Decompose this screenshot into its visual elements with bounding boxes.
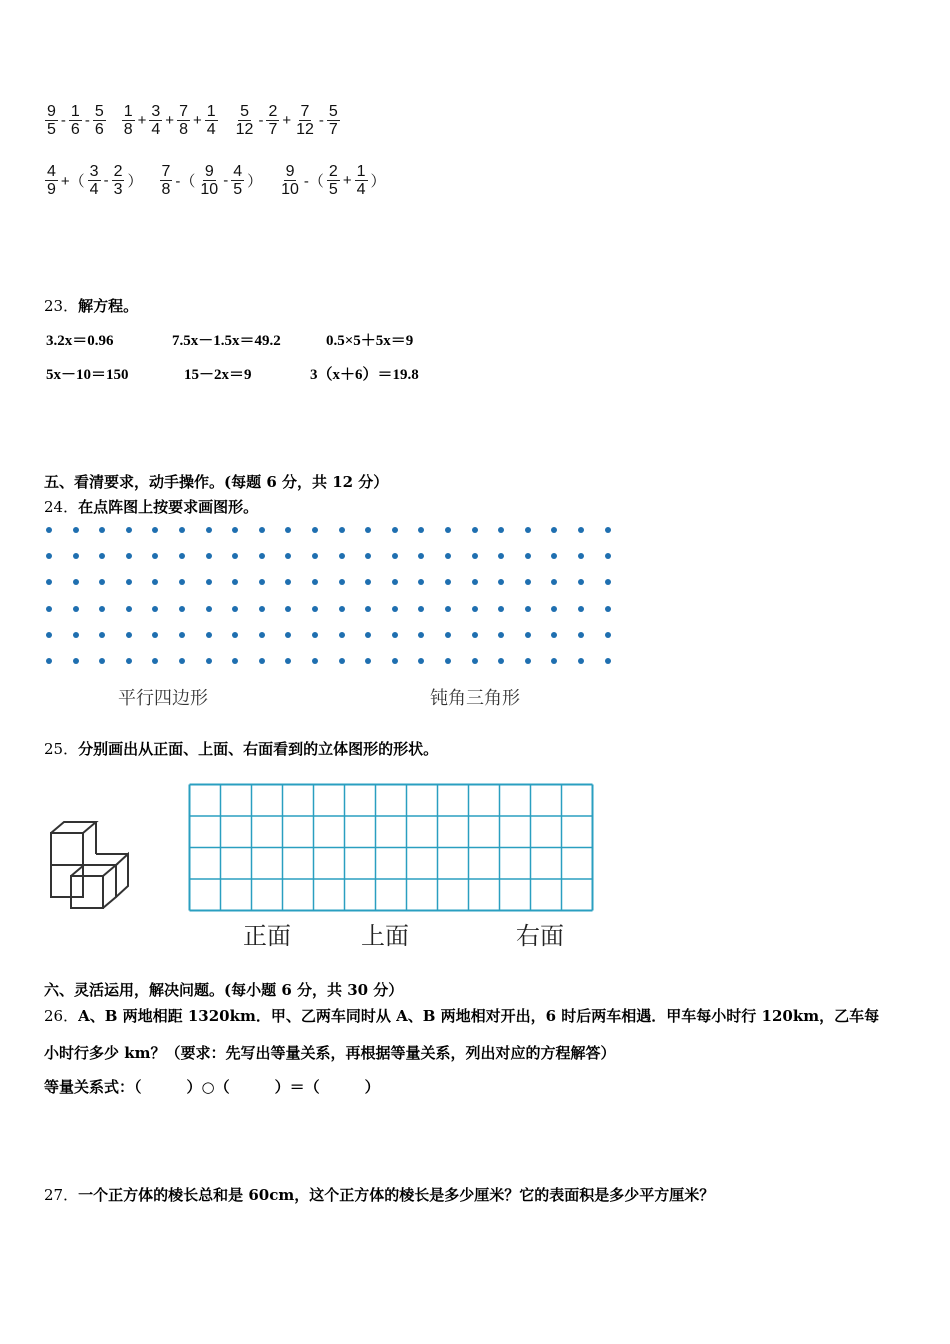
fraction-expression xyxy=(44,163,145,198)
q23-title: 解方程。 xyxy=(78,297,139,315)
grid-dot[interactable] xyxy=(232,632,238,638)
q23-eq-4: 5x－10＝150 xyxy=(46,367,129,383)
fraction xyxy=(88,163,101,198)
q27-number: 27． xyxy=(44,1186,79,1204)
denominator: 3 xyxy=(113,180,123,198)
grid-dot[interactable] xyxy=(578,553,584,559)
operator: + xyxy=(342,171,352,189)
grid-dot[interactable] xyxy=(312,606,318,612)
q27-text: 一个正方体的棱长总和是 60cm，这个正方体的棱长是多少厘米？它的表面积是多少平方厘米？ xyxy=(78,1186,715,1204)
operator: -（ xyxy=(175,172,196,190)
q23-eq-3: 0.5×5＋5x＝9 xyxy=(326,333,414,349)
grid-dot[interactable] xyxy=(285,579,291,585)
grid-dot[interactable] xyxy=(472,632,478,638)
grid-dot[interactable] xyxy=(525,579,531,585)
denominator: 8 xyxy=(161,180,171,198)
denominator: 9 xyxy=(47,180,56,198)
operator: +（ xyxy=(60,172,85,190)
grid-dot[interactable] xyxy=(578,606,584,612)
grid-dot[interactable] xyxy=(126,579,132,585)
operator: - xyxy=(103,171,109,189)
operator: ） xyxy=(247,172,263,190)
grid-dot[interactable] xyxy=(46,632,52,638)
numerator: 3 xyxy=(151,102,161,120)
grid-dot[interactable] xyxy=(46,527,52,533)
grid-dot[interactable] xyxy=(418,632,424,638)
grid-dot[interactable] xyxy=(285,527,291,533)
cube-top-front xyxy=(51,833,83,865)
fraction xyxy=(231,163,244,198)
grid-dot[interactable] xyxy=(418,553,424,559)
q26-text-line1: A、B 两地相距 1320km．甲、乙两车同时从 A、B 两地相对开出，6 时后两车相遇．甲车每小时行 120km，乙车每 xyxy=(78,1007,880,1025)
grid-dot[interactable] xyxy=(339,579,345,585)
grid-dot[interactable] xyxy=(99,579,105,585)
operator: + xyxy=(192,111,202,129)
operator: - xyxy=(318,111,324,129)
denominator: 4 xyxy=(151,120,161,138)
grid-dot[interactable] xyxy=(152,527,158,533)
denominator: 8 xyxy=(179,120,188,138)
grid-dot[interactable] xyxy=(551,658,557,664)
grid-dot[interactable] xyxy=(179,527,185,533)
denominator: 4 xyxy=(356,180,366,198)
grid-dot[interactable] xyxy=(365,579,371,585)
grid-dot[interactable] xyxy=(605,632,611,638)
fraction xyxy=(327,163,340,198)
fraction xyxy=(198,163,220,198)
grid-dot[interactable] xyxy=(206,658,212,664)
q23-eq-6: 3（x＋6）＝19.8 xyxy=(310,367,419,383)
grid-dot[interactable] xyxy=(46,658,52,664)
numerator: 1 xyxy=(206,102,216,120)
fraction xyxy=(45,103,58,138)
grid-dot[interactable] xyxy=(99,606,105,612)
numerator: 3 xyxy=(89,162,99,180)
grid-dot[interactable] xyxy=(551,527,557,533)
grid-dot[interactable] xyxy=(445,579,451,585)
grid-dot[interactable] xyxy=(99,632,105,638)
numerator: 5 xyxy=(94,102,104,120)
fraction-expression xyxy=(233,103,341,138)
grid-dot[interactable] xyxy=(472,606,478,612)
grid-dot[interactable] xyxy=(418,527,424,533)
grid-dot[interactable] xyxy=(392,553,398,559)
grid-dot[interactable] xyxy=(312,553,318,559)
grid-dot[interactable] xyxy=(498,632,504,638)
q26-relation: 等量关系式：（ ）○（ ）＝（ ） xyxy=(44,1078,380,1096)
denominator: 12 xyxy=(235,120,254,138)
grid-dot[interactable] xyxy=(578,658,584,664)
denominator: 7 xyxy=(328,120,338,138)
grid-dot[interactable] xyxy=(339,606,345,612)
grid-dot[interactable] xyxy=(152,658,158,664)
operator: - xyxy=(223,171,229,189)
grid-dot[interactable] xyxy=(525,658,531,664)
grid-dot[interactable] xyxy=(339,658,345,664)
denominator: 5 xyxy=(233,180,243,198)
grid-dot[interactable] xyxy=(418,579,424,585)
fraction xyxy=(266,103,279,138)
fraction xyxy=(122,103,135,138)
grid-dot[interactable] xyxy=(605,553,611,559)
fraction-row-1 xyxy=(44,98,341,142)
fraction xyxy=(149,103,162,138)
view-label-front: 正面 xyxy=(243,922,291,950)
label-parallelogram: 平行四边形 xyxy=(118,688,208,709)
grid-dot[interactable] xyxy=(578,632,584,638)
grid-dot[interactable] xyxy=(392,658,398,664)
fraction xyxy=(294,103,316,138)
grid-dot[interactable] xyxy=(498,527,504,533)
grid-dot[interactable] xyxy=(498,658,504,664)
grid-dot[interactable] xyxy=(99,658,105,664)
numerator: 9 xyxy=(285,162,295,180)
fraction xyxy=(160,163,173,198)
fraction-expression xyxy=(121,103,219,138)
numerator: 1 xyxy=(356,162,366,180)
denominator: 6 xyxy=(70,120,80,138)
operator: + xyxy=(165,111,175,129)
grid-dot[interactable] xyxy=(152,606,158,612)
numerator: 2 xyxy=(268,102,278,120)
grid-dot[interactable] xyxy=(525,632,531,638)
grid-dot[interactable] xyxy=(551,553,557,559)
grid-dot[interactable] xyxy=(179,606,185,612)
grid-dot[interactable] xyxy=(365,658,371,664)
grid-dot[interactable] xyxy=(259,579,265,585)
operator: - xyxy=(84,111,90,129)
grid-dot[interactable] xyxy=(206,579,212,585)
grid-dot[interactable] xyxy=(365,553,371,559)
grid-dot[interactable] xyxy=(472,527,478,533)
grid-dot[interactable] xyxy=(605,579,611,585)
grid-dot[interactable] xyxy=(605,658,611,664)
grid-dot[interactable] xyxy=(525,553,531,559)
grid-dot[interactable] xyxy=(472,579,478,585)
grid-dot[interactable] xyxy=(259,632,265,638)
grid-dot[interactable] xyxy=(232,527,238,533)
numerator: 9 xyxy=(204,162,214,180)
cube-right-front xyxy=(71,876,103,908)
grid-dot[interactable] xyxy=(445,553,451,559)
numerator: 7 xyxy=(161,162,171,180)
operator: ） xyxy=(127,172,143,190)
q25-heading xyxy=(44,738,438,759)
fraction xyxy=(93,103,106,138)
grid-dot[interactable] xyxy=(73,553,79,559)
grid-dot[interactable] xyxy=(206,632,212,638)
numerator: 5 xyxy=(240,102,249,120)
grid-dot[interactable] xyxy=(232,579,238,585)
grid-dot[interactable] xyxy=(472,553,478,559)
q26-text-line2: 小时行多少 km？（要求：先写出等量关系，再根据等量关系，列出对应的方程解答） xyxy=(44,1044,616,1062)
grid-dot[interactable] xyxy=(73,632,79,638)
fraction-expression xyxy=(278,163,387,198)
grid-dot[interactable] xyxy=(392,606,398,612)
grid-dot[interactable] xyxy=(179,658,185,664)
grid-dot[interactable] xyxy=(605,606,611,612)
q23-eq-5: 15－2x＝9 xyxy=(184,367,252,383)
grid-dot[interactable] xyxy=(232,553,238,559)
q23-number: 23． xyxy=(44,297,79,315)
fraction xyxy=(112,163,125,198)
grid-dot[interactable] xyxy=(46,553,52,559)
grid-dot[interactable] xyxy=(285,658,291,664)
grid-dot[interactable] xyxy=(232,658,238,664)
grid-dot[interactable] xyxy=(99,553,105,559)
grid-dot[interactable] xyxy=(312,527,318,533)
grid-dot[interactable] xyxy=(46,606,52,612)
denominator: 12 xyxy=(296,120,314,138)
numerator: 5 xyxy=(328,102,338,120)
grid-dot[interactable] xyxy=(418,606,424,612)
grid-dot[interactable] xyxy=(73,579,79,585)
grid-dot[interactable] xyxy=(152,632,158,638)
grid-dot[interactable] xyxy=(392,527,398,533)
fraction-row-2 xyxy=(44,158,388,202)
operator: ） xyxy=(370,172,386,190)
view-label-top: 上面 xyxy=(361,922,409,950)
grid-dot[interactable] xyxy=(498,553,504,559)
view-drawing-grid[interactable] xyxy=(188,783,594,913)
operator: + xyxy=(282,111,292,129)
q24-title: 在点阵图上按要求画图形。 xyxy=(78,498,259,516)
grid-dot[interactable] xyxy=(179,553,185,559)
section5-title: 五、看清要求，动手操作。(每题 6 分，共 12 分） xyxy=(44,473,389,491)
grid-dot[interactable] xyxy=(392,632,398,638)
denominator: 10 xyxy=(281,180,299,198)
operator: -（ xyxy=(303,172,324,190)
grid-dot[interactable] xyxy=(152,553,158,559)
grid-dot[interactable] xyxy=(73,658,79,664)
grid-dot[interactable] xyxy=(73,606,79,612)
operator: - xyxy=(258,111,264,129)
numerator: 2 xyxy=(113,162,123,180)
grid-dot[interactable] xyxy=(339,553,345,559)
q26-line1 xyxy=(44,1005,879,1026)
grid-dot[interactable] xyxy=(551,579,557,585)
fraction xyxy=(177,103,190,138)
numerator: 4 xyxy=(47,162,56,180)
grid-dot[interactable] xyxy=(498,579,504,585)
q23-eq-1: 3.2x＝0.96 xyxy=(46,333,114,349)
operator: + xyxy=(137,111,147,129)
grid-dot[interactable] xyxy=(551,606,557,612)
grid-dot[interactable] xyxy=(206,553,212,559)
grid-dot[interactable] xyxy=(99,527,105,533)
q24-heading xyxy=(44,496,258,517)
numerator: 1 xyxy=(70,102,80,120)
denominator: 4 xyxy=(89,180,99,198)
grid-dot[interactable] xyxy=(206,527,212,533)
fraction xyxy=(327,103,340,138)
grid-dot[interactable] xyxy=(445,527,451,533)
grid-dot[interactable] xyxy=(365,632,371,638)
denominator: 4 xyxy=(206,120,216,138)
grid-dot[interactable] xyxy=(285,606,291,612)
fraction xyxy=(45,163,58,198)
grid-dot[interactable] xyxy=(578,527,584,533)
grid-dot[interactable] xyxy=(126,606,132,612)
grid-dot[interactable] xyxy=(206,606,212,612)
grid-dot[interactable] xyxy=(365,527,371,533)
numerator: 4 xyxy=(233,162,243,180)
fraction xyxy=(355,163,368,198)
grid-dot[interactable] xyxy=(259,527,265,533)
q23-heading xyxy=(44,295,138,316)
denominator: 6 xyxy=(94,120,104,138)
grid-dot[interactable] xyxy=(525,606,531,612)
q23-eq-2: 7.5x－1.5x＝49.2 xyxy=(172,333,281,349)
grid-dot[interactable] xyxy=(525,527,531,533)
grid-dot[interactable] xyxy=(126,632,132,638)
grid-dot[interactable] xyxy=(232,606,238,612)
q25-title: 分别画出从正面、上面、右面看到的立体图形的形状。 xyxy=(78,740,439,758)
q25-number: 25． xyxy=(44,740,79,758)
section6-title: 六、灵活运用，解决问题。(每小题 6 分，共 30 分） xyxy=(44,981,404,999)
grid-dot[interactable] xyxy=(285,632,291,638)
grid-dot[interactable] xyxy=(312,632,318,638)
grid-dot[interactable] xyxy=(73,527,79,533)
numerator: 1 xyxy=(123,102,133,120)
q24-number: 24． xyxy=(44,498,79,516)
grid-dot[interactable] xyxy=(259,553,265,559)
numerator: 9 xyxy=(47,102,56,120)
grid-dot[interactable] xyxy=(126,527,132,533)
grid-dot[interactable] xyxy=(472,658,478,664)
q27-heading xyxy=(44,1184,714,1205)
grid-dot[interactable] xyxy=(445,606,451,612)
grid-dot[interactable] xyxy=(259,606,265,612)
view-label-right: 右面 xyxy=(516,922,564,950)
grid-dot[interactable] xyxy=(312,579,318,585)
denominator: 5 xyxy=(328,180,338,198)
grid-dot[interactable] xyxy=(259,658,265,664)
fraction xyxy=(69,103,82,138)
fraction xyxy=(279,163,301,198)
grid-dot[interactable] xyxy=(152,579,158,585)
denominator: 5 xyxy=(47,120,56,138)
grid-dot[interactable] xyxy=(339,527,345,533)
grid-dot[interactable] xyxy=(365,606,371,612)
grid-dot[interactable] xyxy=(445,632,451,638)
grid-dot[interactable] xyxy=(418,658,424,664)
grid-dot[interactable] xyxy=(339,632,345,638)
grid-dot[interactable] xyxy=(126,553,132,559)
numerator: 2 xyxy=(328,162,338,180)
denominator: 10 xyxy=(200,180,219,198)
cube-solid-figure xyxy=(44,818,134,914)
grid-dot[interactable] xyxy=(445,658,451,664)
fraction-expression xyxy=(159,163,265,198)
grid-dot[interactable] xyxy=(312,658,318,664)
fraction xyxy=(205,103,218,138)
denominator: 7 xyxy=(268,120,278,138)
q26-number: 26． xyxy=(44,1007,79,1025)
grid-dot[interactable] xyxy=(46,579,52,585)
grid-dot[interactable] xyxy=(551,632,557,638)
label-obtuse-triangle: 钝角三角形 xyxy=(430,688,520,709)
grid-dot[interactable] xyxy=(605,527,611,533)
grid-dot[interactable] xyxy=(285,553,291,559)
numerator: 7 xyxy=(300,102,310,120)
grid-dot[interactable] xyxy=(392,579,398,585)
denominator: 8 xyxy=(123,120,133,138)
grid-dot[interactable] xyxy=(578,579,584,585)
grid-dot[interactable] xyxy=(498,606,504,612)
grid-dot[interactable] xyxy=(179,579,185,585)
grid-dot[interactable] xyxy=(179,632,185,638)
fraction-expression xyxy=(44,103,107,138)
fraction xyxy=(234,103,256,138)
operator: - xyxy=(60,111,66,129)
grid-dot[interactable] xyxy=(126,658,132,664)
numerator: 7 xyxy=(179,102,188,120)
